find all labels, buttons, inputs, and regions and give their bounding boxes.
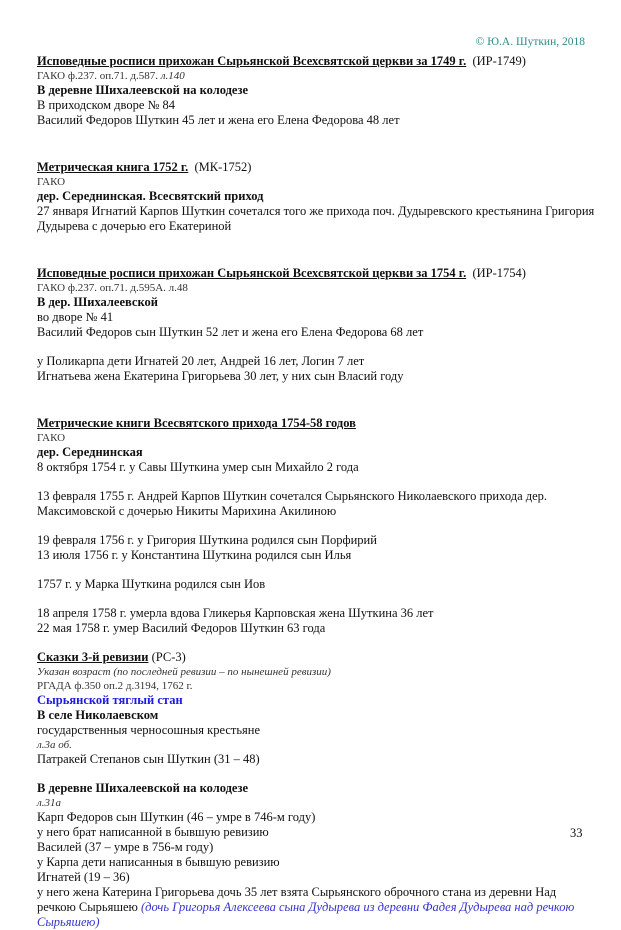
section-title: Метрическая книга 1752 г.: [37, 160, 189, 174]
document-page: [37, 54, 597, 930]
record-line: у Карпа дети написанныя в бывшую ревизию: [37, 855, 280, 869]
record-line: 8 октября 1754 г. у Савы Шуткина умер сын Михайло 2 года: [37, 460, 359, 474]
section-code: (МК-1752): [194, 160, 252, 174]
source-ref: ГАКО ф.237. оп.71. д.587.: [37, 70, 158, 82]
record-line: 13 июля 1756 г. у Константина Шуткина родился сын Илья: [37, 548, 352, 562]
section-title: Исповедные росписи прихожан Сырьянской Всехсвятской церкви за 1754 г.: [37, 266, 467, 280]
sheet-ref: л.3а об.: [37, 739, 72, 751]
record-line: Василий Федоров Шуткин 45 лет и жена его Елена Федорова 48 лет: [37, 113, 400, 127]
section-heading: [37, 416, 597, 431]
record-line: Василий Федоров сын Шуткин 52 лет и жена его Елена Федорова 68 лет: [37, 325, 424, 339]
archive-source: ГАКО: [37, 432, 66, 444]
record-line: Василей (37 – умре в 756-м году): [37, 840, 214, 854]
place-heading: дер. Середнинская. Всесвятский приход: [37, 189, 264, 203]
record-line: 19 февраля 1756 г. у Григория Шуткина родился сын Порфирий: [37, 533, 377, 547]
archive-source: ГАКО ф.237. оп.71. д.595А. л.48: [37, 282, 188, 294]
record-line: 18 апреля 1758 г. умерла вдова Гликерья Карповская жена Шуткина 36 лет: [37, 606, 434, 620]
place-heading: В деревне Шихалеевской на колодезе: [37, 781, 249, 795]
archive-source: РГАДА ф.350 оп.2 д.3194, 1762 г.: [37, 680, 193, 692]
page-number: 33: [570, 826, 583, 840]
section-heading: [37, 54, 597, 69]
place-heading: В дер. Шихалеевской: [37, 295, 158, 309]
archive-source: [37, 69, 597, 83]
record-line: 13 февраля 1755 г. Андрей Карпов Шуткин сочетался Сырьянского Николаевского прихода дер. Максимовской с дочерью Никиты Марихина Акилиною: [37, 489, 548, 518]
section-code: (ИР-1749): [472, 54, 526, 68]
record-line: Игнатей (19 – 36): [37, 870, 130, 884]
section-heading: [37, 266, 597, 281]
record-line: Карп Федоров сын Шуткин (46 – умре в 746-м году): [37, 810, 316, 824]
record-line: 22 мая 1758 г. умер Василий Федоров Шуткин 63 года: [37, 621, 326, 635]
category-line: государственныя черносошныя крестьяне: [37, 723, 261, 737]
section-mk-1752: [37, 160, 597, 234]
source-sheet: л.140: [160, 70, 185, 82]
sheet-ref: л.31а: [37, 797, 62, 809]
archive-source: ГАКО: [37, 176, 66, 188]
section-mk-1754-58: [37, 416, 597, 636]
district-heading: Сырьянской тяглый стан: [37, 693, 183, 707]
section-ir-1749: [37, 54, 597, 128]
editor-note: (дочь Григорья Алексеева сына Дудырева из деревни Фадея Дудырева над речкою Сырьяшею): [37, 900, 575, 929]
record-line: у Поликарпа дети Игнатей 20 лет, Андрей 16 лет, Логин 7 лет: [37, 354, 365, 368]
place-heading: В селе Николаевском: [37, 708, 159, 722]
record-line: Патракей Степанов сын Шуткин (31 – 48): [37, 752, 260, 766]
place-heading: В деревне Шихалеевской на колодезе: [37, 83, 249, 97]
record-line: 1757 г. у Марка Шуткина родился сын Иов: [37, 577, 266, 591]
record-line: у него брат написанной в бывшую ревизию: [37, 825, 269, 839]
place-heading: дер. Середнинская: [37, 445, 143, 459]
section-heading: [37, 160, 597, 175]
record-line: во дворе № 41: [37, 310, 114, 324]
section-title: Исповедные росписи прихожан Сырьянской Всехсвятской церкви за 1749 г.: [37, 54, 467, 68]
record-line: [37, 885, 597, 930]
record-line: В приходском дворе № 84: [37, 98, 176, 112]
age-note: Указан возраст (по последней ревизии – по нынешней ревизии): [37, 666, 331, 678]
section-code: (ИР-1754): [472, 266, 526, 280]
record-line: Игнатьева жена Екатерина Григорьева 30 лет, у них сын Власий году: [37, 369, 404, 383]
section-title: Сказки 3-й ревизии: [37, 650, 149, 664]
copyright-header: © Ю.А. Шуткин, 2018: [475, 36, 585, 48]
record-line: 27 января Игнатий Карпов Шуткин сочетался того же прихода поч. Дудыревского крестьянина Григория Дудырева с дочерью его Екатериной: [37, 204, 595, 233]
section-code: (РС-3): [151, 650, 186, 664]
section-title: Метрические книги Всесвятского прихода 1754-58 годов: [37, 416, 356, 430]
section-rs-3: [37, 650, 597, 930]
section-heading: [37, 650, 597, 665]
record-text: у него жена Катерина Григорьева дочь 35 лет взята Сырьянского оброчного стана из деревни Над речкою Сырьяшею: [37, 885, 557, 914]
section-ir-1754: [37, 266, 597, 384]
